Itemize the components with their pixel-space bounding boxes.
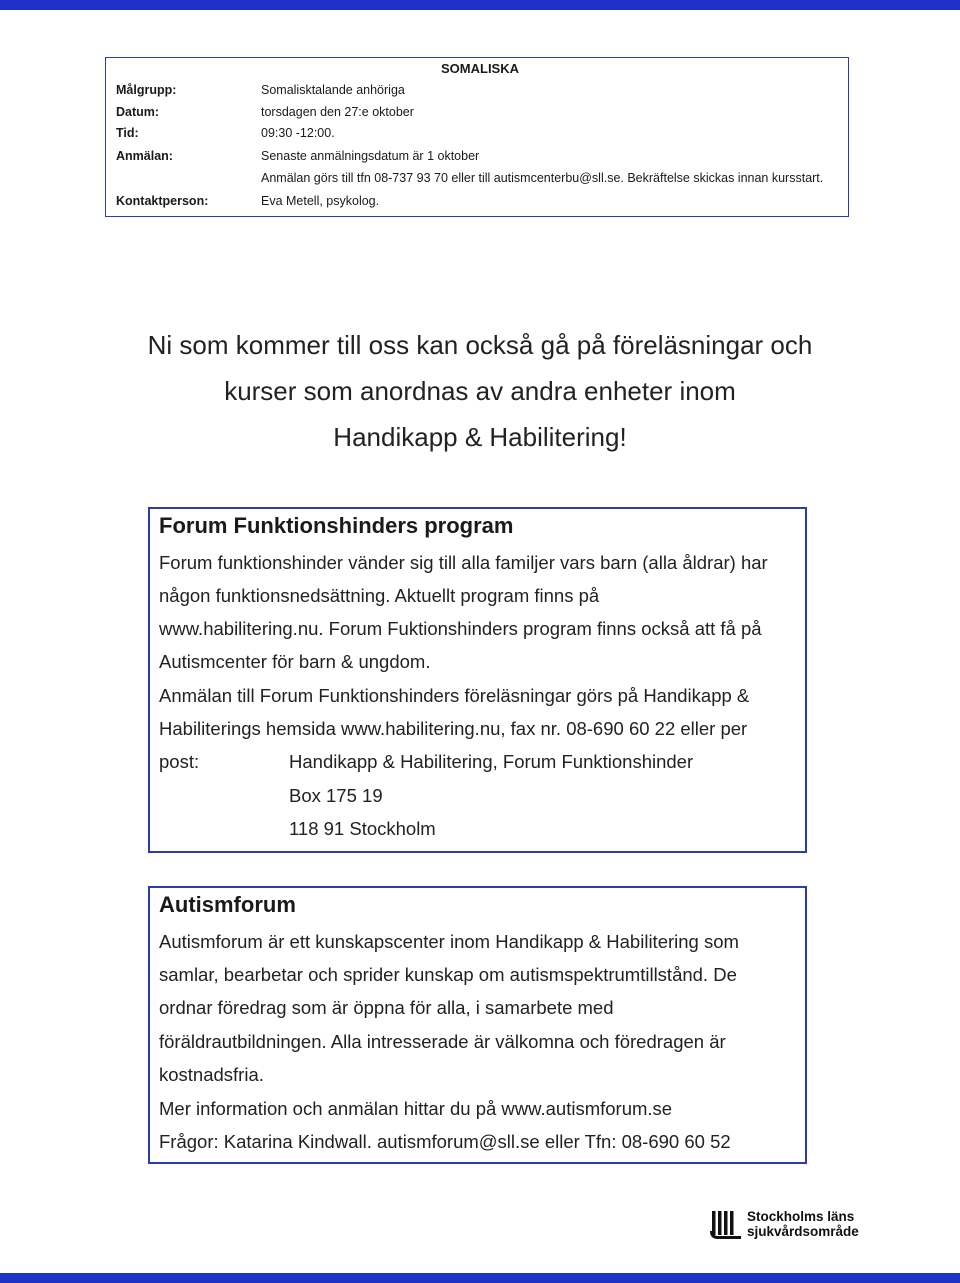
address-line: Box 175 19 bbox=[289, 785, 383, 806]
forum-line: Anmälan till Forum Funktionshinders föreläsningar görs på Handikapp & bbox=[159, 685, 750, 706]
forum-title: Forum Funktionshinders program bbox=[159, 513, 514, 538]
info-value: torsdagen den 27:e oktober bbox=[261, 105, 414, 119]
logo-line1: Stockholms läns bbox=[747, 1209, 855, 1224]
stockholm-county-logo-icon bbox=[709, 1209, 743, 1241]
autism-line: Frågor: Katarina Kindwall. autismforum@sll.se eller Tfn: 08-690 60 52 bbox=[159, 1131, 731, 1152]
forum-line: Habiliterings hemsida www.habilitering.nu, fax nr. 08-690 60 22 eller per bbox=[159, 718, 748, 739]
info-value: 09:30 -12:00. bbox=[261, 126, 335, 140]
stockholm-county-logo bbox=[709, 1207, 859, 1243]
autism-line: Autismforum är ett kunskapscenter inom Handikapp & Habilitering som bbox=[159, 931, 739, 952]
info-value: Senaste anmälningsdatum är 1 oktober bbox=[261, 149, 480, 163]
address-line: Handikapp & Habilitering, Forum Funktionshinder bbox=[289, 751, 694, 772]
intro-line: Handikapp & Habilitering! bbox=[333, 422, 627, 452]
autismforum-box bbox=[148, 886, 807, 1164]
info-value: Somalisktalande anhöriga bbox=[261, 83, 405, 97]
top-accent-bar bbox=[0, 0, 960, 10]
autism-line: samlar, bearbetar och sprider kunskap om autismspektrumtillstånd. De bbox=[159, 964, 737, 985]
address-line: 118 91 Stockholm bbox=[289, 818, 436, 839]
forum-line: Forum funktionshinder vänder sig till alla familjer vars barn (alla åldrar) har bbox=[159, 552, 768, 573]
forum-line: Autismcenter för barn & ungdom. bbox=[159, 651, 431, 672]
info-label: Anmälan: bbox=[116, 149, 173, 163]
info-label: Datum: bbox=[116, 105, 160, 119]
logo-text bbox=[747, 1209, 859, 1239]
course-info-box bbox=[105, 57, 849, 217]
autism-line: ordnar föredrag som är öppna för alla, i samarbete med bbox=[159, 997, 614, 1018]
language-heading: SOMALISKA bbox=[441, 61, 519, 76]
info-value: Eva Metell, psykolog. bbox=[261, 194, 380, 208]
info-label: Tid: bbox=[116, 126, 139, 140]
forum-line: www.habilitering.nu. Forum Fuktionshinders program finns också att få på bbox=[159, 618, 762, 639]
forum-line: någon funktionsnedsättning. Aktuellt program finns på bbox=[159, 585, 600, 606]
logo-line2: sjukvårdsområde bbox=[747, 1224, 859, 1239]
autism-line: Mer information och anmälan hittar du på www.autismforum.se bbox=[159, 1098, 673, 1119]
intro-line: kurser som anordnas av andra enheter inom bbox=[224, 376, 736, 406]
autism-line: kostnadsfria. bbox=[159, 1064, 264, 1085]
autismforum-title: Autismforum bbox=[159, 892, 296, 917]
autism-line: föräldrautbildningen. Alla intresserade är välkomna och föredragen är bbox=[159, 1031, 726, 1052]
info-label: Kontaktperson: bbox=[116, 194, 209, 208]
intro-line: Ni som kommer till oss kan också gå på föreläsningar och bbox=[147, 330, 813, 360]
info-label: Målgrupp: bbox=[116, 83, 177, 97]
post-label: post: bbox=[159, 751, 200, 772]
bottom-accent-bar bbox=[0, 1273, 960, 1283]
intro-text bbox=[0, 322, 960, 460]
info-value: Anmälan görs till tfn 08-737 93 70 eller till autismcenterbu@sll.se. Bekräftelse skickas innan kursstart. bbox=[261, 171, 824, 185]
forum-funktionshinder-box bbox=[148, 507, 807, 853]
